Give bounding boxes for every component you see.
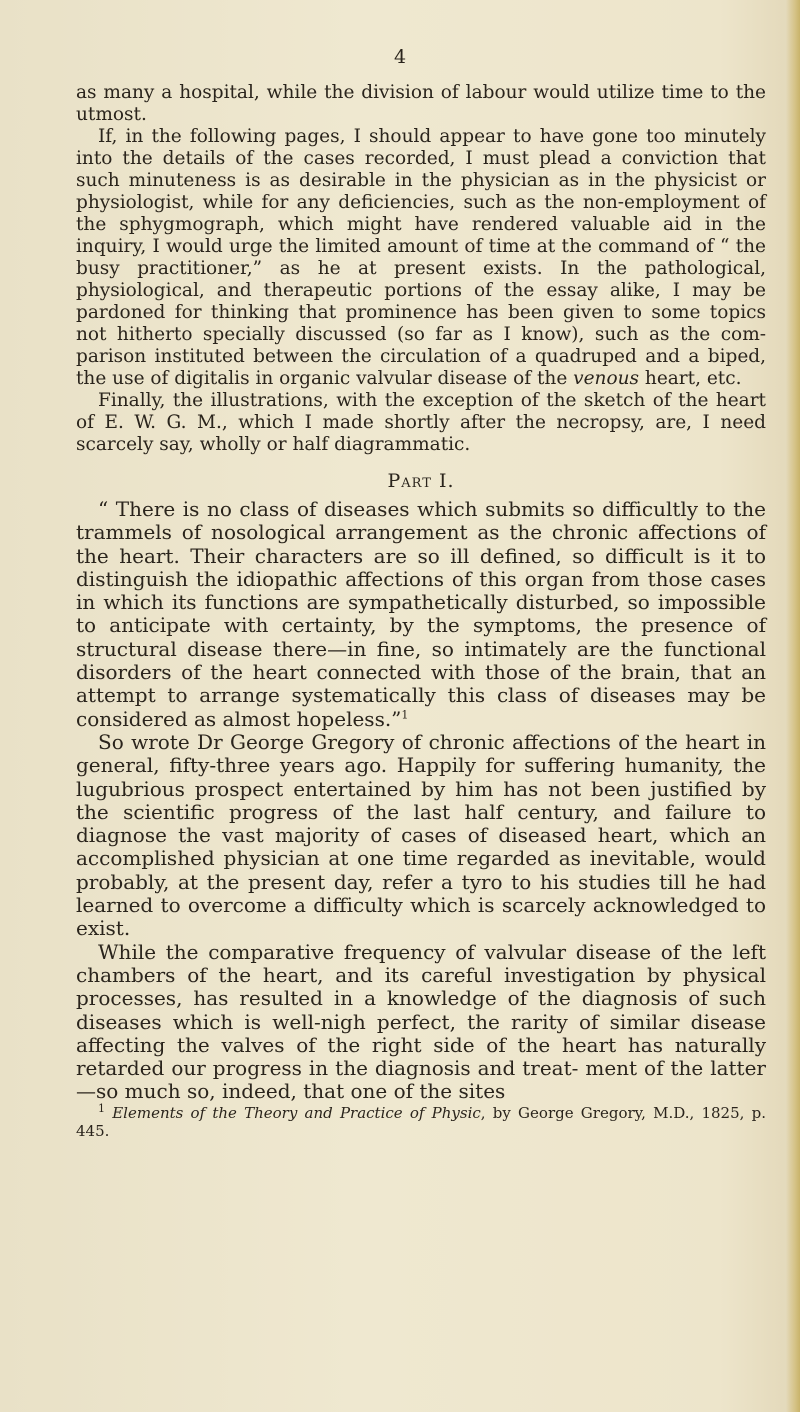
footnote-marker: 1 [98, 1101, 105, 1115]
part-one-body [76, 498, 766, 1104]
paragraph-valvular: While the comparative frequency of valvular disease of the left chambers of the heart, and its careful investigation by physical processes, has resulted in a knowledge of the diagnosis of such diseases which is well-nigh perfect, the rarity of similar disease affecting the valves of the right side of the heart has naturally retarded our progress in the diagnosis and treat- ment of the latter—so much so, indeed, that one of the sites [76, 939, 766, 1104]
paragraph-continuation: as many a hospital, while the division of labour would utilize time to the utmost. [76, 82, 766, 125]
footnote-rest: , by George Gregory, M.D., 1825, p. 445. [76, 1103, 766, 1140]
page-edge [786, 0, 800, 1412]
page-number: 4 [393, 46, 407, 68]
italic-venous: venous [573, 368, 640, 389]
section-heading: Part I. [387, 470, 455, 492]
footnote [76, 1101, 766, 1140]
paragraph-minuteness [76, 126, 766, 390]
paragraph-so-wrote: So wrote Dr George Gregory of chronic affections of the heart in general, fifty-three years ago. Happily for suffering humanity, the lugubrious prospect entertained by him has not been justified by the scientific progress of the last half century, and failure to diagnose the vast majority of cases of diseased heart, which an accomplished physician at one time regarded as inevitable, would probably, at the present day, refer a tyro to his studies till he had learned to overcome a difficulty which is scarcely acknowledged to exist. [76, 729, 766, 941]
footnote-title: Elements of the Theory and Practice of Physic [112, 1103, 481, 1122]
paragraph-illustrations: Finally, the illustrations, with the exception of the sketch of the heart of E. W. G. M., which I made shortly after the necropsy, are, I need scarcely say, wholly or half diagrammatic. [76, 390, 766, 455]
footnote-ref: 1 [401, 708, 409, 722]
paragraph-minuteness-end: heart, etc. [639, 368, 742, 389]
page-body [76, 82, 766, 1140]
paragraph-gregory-quote [76, 498, 766, 731]
gregory-quote-text: “ There is no class of diseases which submits so difficultly to the trammels of nosological arrangement as the chronic affections of the heart. Their characters are so ill defined, so difficult is it to distinguish the idiopathic affections of this organ from those cases in which its functions are sympathetically disturbed, so impossible to anticipate with certainty, by the symptoms, the presence of structural disease there—in fine, so intimately are the functional disorders of the heart connected with those of the brain, that an attempt to arrange systematically this class of diseases may be considered as almost hopeless.” [76, 497, 766, 731]
paragraph-minuteness-text: If, in the following pages, I should appear to have gone too minutely into the details of the cases recorded, I must plead a conviction that such minuteness is as desirable in the physician as in the physicist or physiologist, while for any deficiencies, such as the non-employment of the sphygmograph, which might have rendered valuable aid in the inquiry, I would urge the limited amount of time at the command of “ the busy practitioner,” as he at present exists. In the pathological, physiological, and therapeutic portions of the essay alike, I may be pardoned for thinking that prominence has been given to some topics not hitherto specially discussed (so far as I know), such as the com- parison instituted between the circulation of a quadruped and a biped, the use of digitalis in organic valvular disease of the [76, 126, 766, 389]
